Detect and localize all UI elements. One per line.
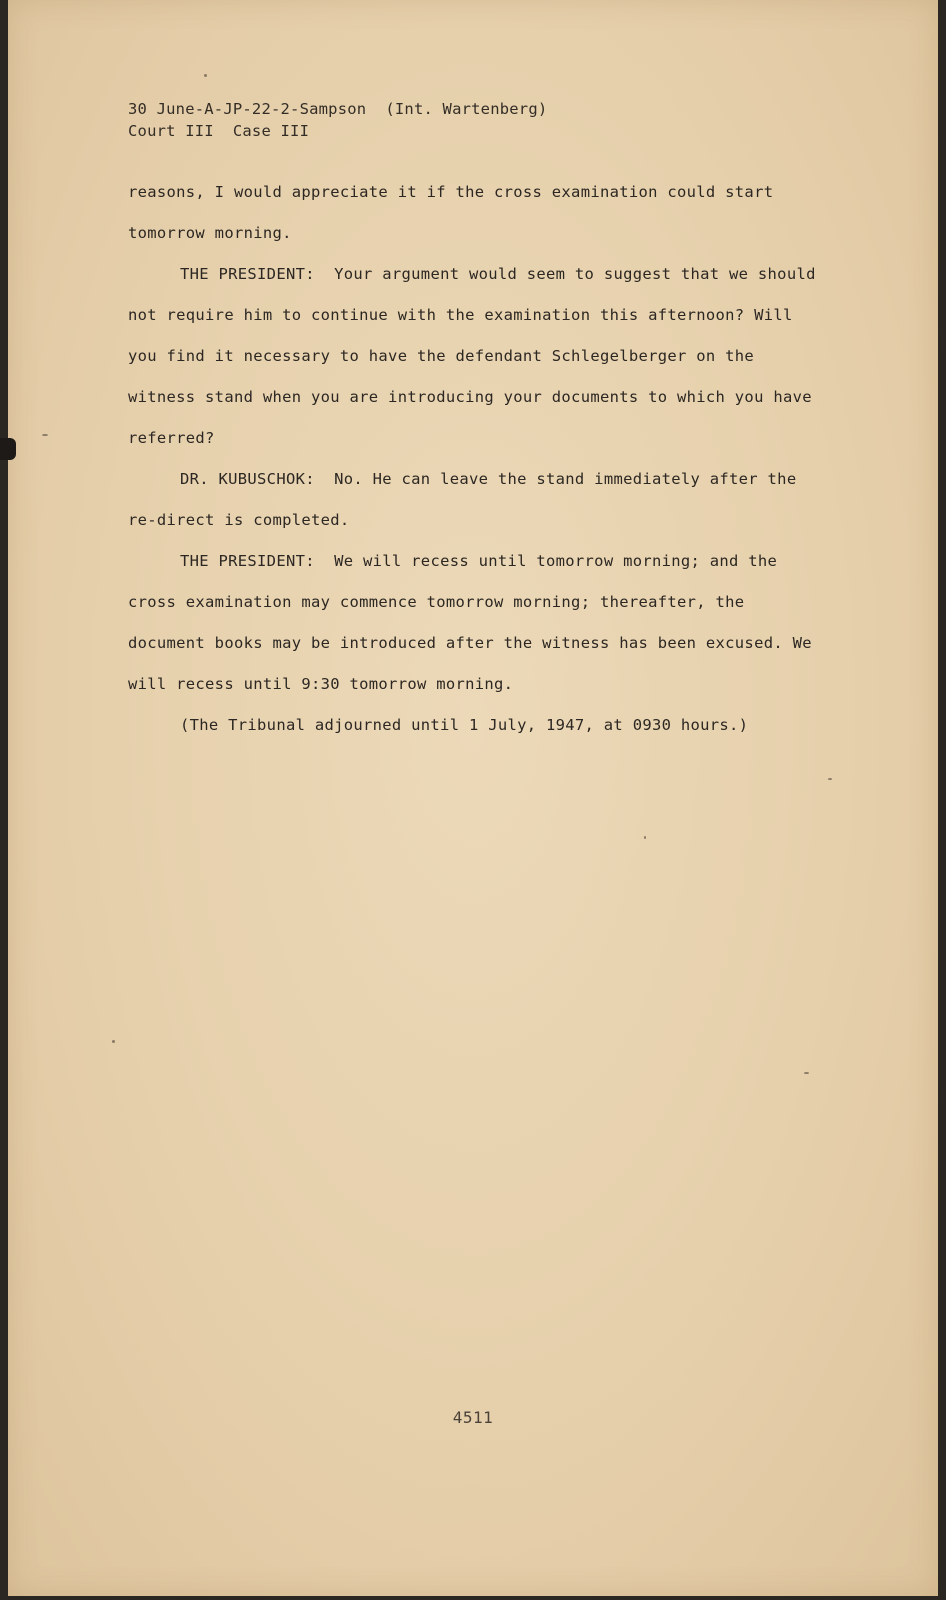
paragraph-president-2: [128, 541, 818, 705]
document-page: [8, 0, 938, 1596]
speaker-label: THE PRESIDENT:: [180, 552, 315, 570]
header-session-line: 30 June-A-JP-22-2-Sampson (Int. Wartenberg): [128, 100, 548, 118]
paper-speck: [42, 434, 48, 436]
binding-mark: [0, 438, 16, 460]
speaker-label: DR. KUBUSCHOK:: [180, 470, 315, 488]
speaker-label: THE PRESIDENT:: [180, 265, 315, 283]
paper-speck: [112, 1040, 115, 1043]
paragraph-text: We will recess until tomorrow morning; and the cross examination may commence tomorrow morning; thereafter, the document books may be introduced after the witness has been excused. We will recess until 9:30 tomorrow morning.: [128, 552, 812, 693]
paper-speck: [204, 74, 207, 77]
transcript-header: [128, 98, 547, 142]
paragraph-text: No. He can leave the stand immediately after the re-direct is completed.: [128, 470, 797, 529]
paragraph-text: reasons, I would appreciate it if the cross examination could start tomorrow morning.: [128, 183, 774, 242]
transcript-body: [128, 172, 818, 746]
paper-speck: [828, 778, 832, 780]
paragraph-continuation: [128, 172, 818, 254]
paragraph-text: Your argument would seem to suggest that we should not require him to continue with the examination this afternoon? Will you find it necessary to have the defendant Schlegelberger on the witness stand when you are introducing your documents to which you have referred?: [128, 265, 816, 447]
paragraph-kubuschok: [128, 459, 818, 541]
paper-speck: [644, 836, 646, 839]
page-number: 4511: [452, 1408, 494, 1427]
header-court-line: Court III Case III: [128, 122, 310, 140]
paragraph-president-1: [128, 254, 818, 459]
adjournment-note: (The Tribunal adjourned until 1 July, 1947, at 0930 hours.): [180, 716, 749, 734]
paper-speck: [804, 1072, 809, 1074]
